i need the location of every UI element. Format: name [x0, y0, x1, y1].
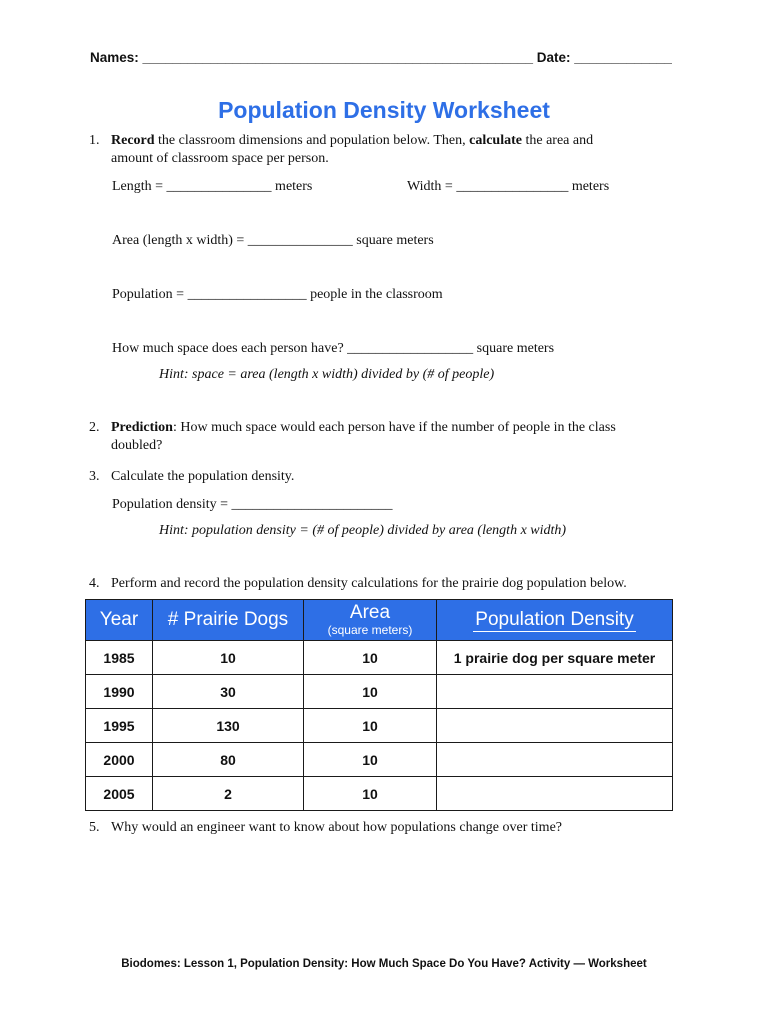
- question-1-line-1: [111, 132, 593, 150]
- cell-dogs: 2: [153, 777, 304, 811]
- cell-year: 1995: [86, 709, 153, 743]
- page-footer: Biodomes: Lesson 1, Population Density: How Much Space Do You Have? Activity — Worksheet: [121, 958, 647, 970]
- question-3: [89, 468, 294, 486]
- q2-text: : How much space would each person have if the number of people in the class: [172, 420, 616, 435]
- question-4: [89, 575, 627, 593]
- header-density-label: Population Density: [475, 608, 634, 630]
- cell-dogs: 80: [153, 743, 304, 777]
- question-2-line-2: doubled?: [111, 438, 163, 453]
- cell-density[interactable]: 1 prairie dog per square meter: [437, 641, 673, 675]
- question-1-line-2: amount of classroom space per person.: [111, 151, 329, 166]
- header-area-label: Area: [349, 602, 391, 623]
- date-label: Date:: [536, 50, 571, 65]
- cell-area: 10: [304, 675, 437, 709]
- cell-density[interactable]: [437, 743, 673, 777]
- space-per-person-field[interactable]: How much space does each person have? __________________ square meters: [112, 341, 555, 356]
- question-2-line-1: [111, 419, 616, 437]
- population-field[interactable]: Population = _________________ people in the classroom: [112, 287, 443, 302]
- table-row: [86, 743, 673, 777]
- date-field[interactable]: _____________: [574, 50, 672, 65]
- table-row: [86, 777, 673, 811]
- cell-year: 1985: [86, 641, 153, 675]
- header-area: [304, 600, 437, 641]
- question-number: 2.: [89, 420, 100, 435]
- cell-area: 10: [304, 641, 437, 675]
- question-number: 4.: [89, 576, 100, 591]
- header-year: Year: [86, 600, 153, 641]
- length-field[interactable]: Length = _______________ meters: [112, 179, 313, 194]
- question-number: 1.: [89, 133, 100, 148]
- q1-text-a: the classroom dimensions and population below. Then,: [154, 133, 470, 148]
- names-label: Names:: [90, 50, 139, 65]
- area-field[interactable]: Area (length x width) = _______________ square meters: [112, 233, 434, 248]
- header-area-unit: (square meters): [327, 623, 413, 637]
- question-5: [89, 819, 562, 837]
- density-hint: Hint: population density = (# of people) divided by area (length x width): [159, 523, 567, 538]
- cell-density[interactable]: [437, 709, 673, 743]
- question-1: [89, 132, 593, 168]
- cell-dogs: 30: [153, 675, 304, 709]
- table-row: [86, 641, 673, 675]
- population-density-field[interactable]: Population density = _______________________: [112, 497, 393, 512]
- header-population-density: [437, 600, 673, 641]
- header-prairie-dogs: # Prairie Dogs: [153, 600, 304, 641]
- cell-area: 10: [304, 709, 437, 743]
- cell-area: 10: [304, 777, 437, 811]
- prairie-dog-table: [85, 599, 673, 811]
- cell-year: 2000: [86, 743, 153, 777]
- space-hint: Hint: space = area (length x width) divided by (# of people): [159, 367, 495, 382]
- bold-calculate: calculate: [469, 133, 522, 148]
- cell-density[interactable]: [437, 777, 673, 811]
- question-5-text: Why would an engineer want to know about how populations change over time?: [111, 820, 562, 835]
- question-3-text: Calculate the population density.: [111, 469, 295, 484]
- width-field[interactable]: Width = ________________ meters: [407, 179, 610, 194]
- page-title: Population Density Worksheet: [218, 97, 550, 123]
- cell-density[interactable]: [437, 675, 673, 709]
- table-row: [86, 675, 673, 709]
- cell-dogs: 130: [153, 709, 304, 743]
- question-4-text: Perform and record the population density calculations for the prairie dog population below.: [111, 576, 627, 591]
- table-row: [86, 709, 673, 743]
- names-field[interactable]: ____________________________________________________: [142, 50, 533, 65]
- cell-year: 1990: [86, 675, 153, 709]
- names-date-line: [90, 50, 672, 65]
- bold-record: Record: [111, 133, 155, 148]
- cell-area: 10: [304, 743, 437, 777]
- bold-prediction: Prediction: [111, 420, 173, 435]
- q1-text-b: the area and: [521, 133, 594, 148]
- table-header-row: [86, 600, 673, 641]
- question-number: 3.: [89, 469, 100, 484]
- question-number: 5.: [89, 820, 100, 835]
- cell-dogs: 10: [153, 641, 304, 675]
- cell-year: 2005: [86, 777, 153, 811]
- question-2: [89, 419, 616, 455]
